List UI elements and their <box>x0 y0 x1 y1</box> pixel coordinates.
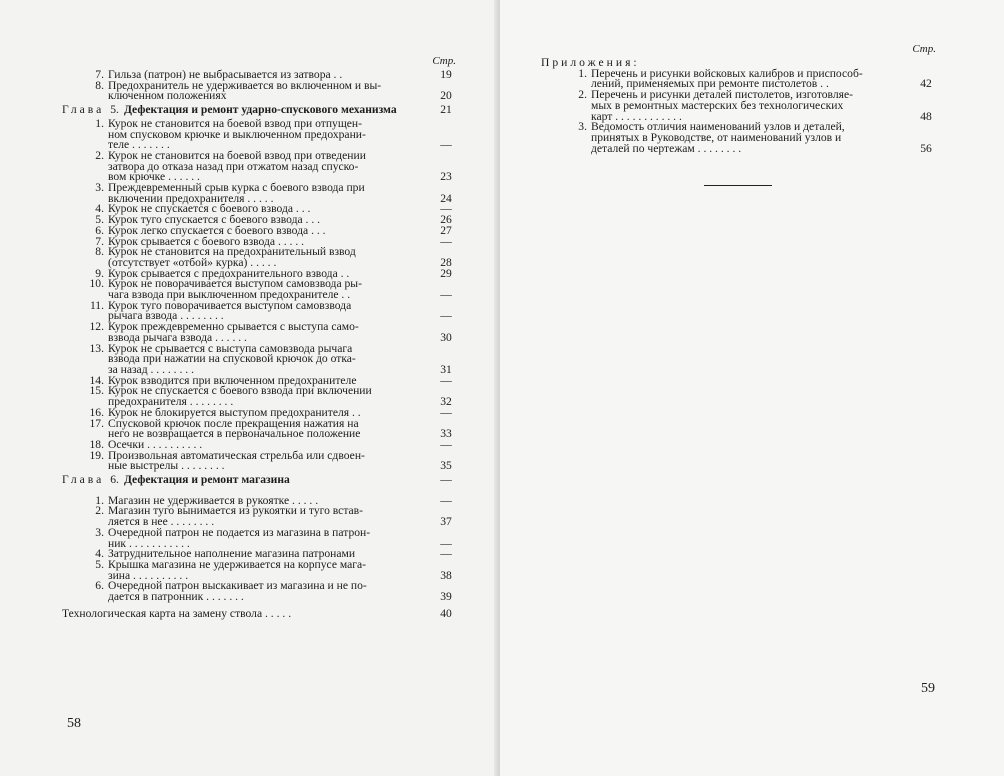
item-number: 4. <box>95 202 104 216</box>
item-number: 8. <box>95 245 104 259</box>
item-page: 19 <box>440 68 452 81</box>
left-top-entries <box>62 70 458 102</box>
item-text-line: Спусковой крючок после прекращения нажатия на <box>108 416 359 430</box>
item-number: 11. <box>89 298 104 312</box>
item-number: 12. <box>89 320 104 334</box>
item-page: — <box>440 373 452 387</box>
appendix-title: Приложения: <box>541 56 640 69</box>
item-text-line: Очередной патрон выскакивает из магазина и не по- <box>108 579 367 593</box>
item-text-line: Предохранитель не удерживается во включенном и вы- <box>108 78 382 92</box>
item-number: 5. <box>95 213 104 227</box>
item-text-line: дается в патронник . . . . . . . <box>108 590 244 604</box>
item-text-line: Магазин не удерживается в рукоятке . . . . . <box>108 493 319 507</box>
item-number: 7. <box>95 234 104 248</box>
item-text-line: вом крючке . . . . . . <box>108 170 200 184</box>
item-text <box>108 116 430 152</box>
item-page: — <box>440 138 452 152</box>
chapter-5-items <box>62 116 458 473</box>
left-page <box>0 0 500 776</box>
item-text-line: зина . . . . . . . . . . <box>108 568 189 582</box>
item-page: — <box>440 202 452 216</box>
chapter-page: — <box>440 473 452 487</box>
chapter-6-item <box>62 506 458 527</box>
item-text-line: рычага взвода . . . . . . . . <box>108 309 224 323</box>
item-text-line: Курок взводится при включенном предохранителе <box>108 373 357 387</box>
item-text-line: Курок не срывается с выступа самовзвода рычага <box>108 341 353 355</box>
item-number: 16. <box>89 405 104 419</box>
item-text-line: Курок не поворачивается выступом самовзвода ры- <box>108 277 362 291</box>
item-page: — <box>440 536 452 550</box>
item-text-line: Гильза (патрон) не выбрасывается из затвора . . <box>108 68 343 81</box>
item-text-line: Курок не спускается с боевого взвода при включении <box>108 384 372 398</box>
item-page: — <box>440 405 452 419</box>
item-number: 2. <box>95 148 104 162</box>
item-number: 7. <box>95 68 104 81</box>
chapter-5-heading <box>62 105 458 116</box>
item-text <box>108 279 430 300</box>
item-text-line: него не возвращается в первоначальное положение <box>108 427 361 441</box>
item-text-line: Курок туго спускается с боевого взвода . . . <box>108 213 321 227</box>
item-page: 48 <box>920 109 932 123</box>
item-text <box>108 183 430 204</box>
item-text <box>108 247 430 268</box>
item-text-line: Перечень и рисунки деталей пистолетов, изготовляе- <box>591 88 853 102</box>
tech-card-entry <box>62 606 458 620</box>
item-text-line: Преждевременный срыв курка с боевого взвода при <box>108 181 365 195</box>
item-text-line: ник . . . . . . . . . . . <box>108 536 190 550</box>
contents-item <box>62 78 458 103</box>
item-text-line: теле . . . . . . . <box>108 138 170 152</box>
item-page: 33 <box>440 427 452 441</box>
page-column-label-right: Стр. <box>912 43 936 55</box>
item-text-line: чага взвода при выключенном предохранителе . . <box>108 288 351 302</box>
chapter-number: 6. <box>110 473 119 487</box>
chapter-5-item <box>62 148 458 184</box>
item-page: 35 <box>440 459 452 473</box>
tech-card-text: Технологическая карта на замену ствола . . . . . <box>62 606 292 620</box>
item-text-line: Курок не спускается с боевого взвода . . . <box>108 202 311 216</box>
item-text-line: затвора до отказа назад при отжатом назад спуско- <box>108 159 359 173</box>
item-page: 38 <box>440 568 452 582</box>
chapter-5-item <box>62 247 458 268</box>
right-contents-column <box>541 44 938 154</box>
chapter-label: Глава <box>62 103 105 117</box>
item-page: 26 <box>440 213 452 227</box>
item-page: 24 <box>440 191 452 205</box>
item-page: 20 <box>440 89 452 103</box>
item-number: 14. <box>89 373 104 387</box>
chapter-5-item <box>62 448 458 473</box>
item-number: 1. <box>95 493 104 507</box>
chapter-label: Глава <box>62 473 105 487</box>
item-number: 3. <box>95 181 104 195</box>
item-text <box>108 78 430 103</box>
item-text <box>108 448 430 473</box>
item-text-line: ном спусковом крючке и выключенном предохрани- <box>108 127 366 141</box>
item-text-line: Затруднительное наполнение магазина патронами <box>108 547 356 561</box>
item-page: 29 <box>440 266 452 280</box>
item-text <box>108 506 430 527</box>
item-text <box>108 525 430 550</box>
item-text-line: Курок легко спускается с боевого взвода . . . <box>108 223 326 237</box>
chapter-6-items <box>62 493 458 604</box>
item-text-line: ляется в нее . . . . . . . . <box>108 515 215 529</box>
item-text-line: Крышка магазина не удерживается на корпусе мага- <box>108 557 367 571</box>
item-number: 8. <box>95 78 104 92</box>
item-page: 37 <box>440 515 452 529</box>
item-page: — <box>440 288 452 302</box>
item-text-line: Осечки . . . . . . . . . . <box>108 437 203 451</box>
item-number: 18. <box>89 437 104 451</box>
item-page: 31 <box>440 362 452 376</box>
item-text-line: Курок не становится на боевой взвод при отпущен- <box>108 116 362 130</box>
item-text-line: Магазин туго вынимается из рукоятки и туго встав- <box>108 504 364 518</box>
item-text-line: Курок срывается с предохранительного взвода . . <box>108 266 350 280</box>
appendix-item <box>541 66 938 91</box>
chapter6-line <box>62 475 458 486</box>
item-text-line: мых в ремонтных мастерских без технологических <box>591 98 844 112</box>
item-number: 3. <box>578 120 587 134</box>
item-number: 2. <box>95 504 104 518</box>
item-text-line: Курок преждевременно срывается с выступа само- <box>108 320 359 334</box>
right-page <box>500 0 1004 776</box>
item-text <box>108 341 430 376</box>
item-text-line: (отсутствует «отбой» курка) . . . . . <box>108 255 277 269</box>
tech-card-line <box>62 606 458 620</box>
item-text <box>108 386 430 407</box>
item-page: 30 <box>440 330 452 344</box>
chapter-5-item <box>62 386 458 407</box>
tech-card-page: 40 <box>440 606 452 620</box>
chapter-title: Дефектация и ремонт магазина <box>123 473 290 487</box>
item-number: 6. <box>95 579 104 593</box>
chapter-5-item <box>62 322 458 343</box>
chapter-6-heading <box>62 475 458 486</box>
item-text <box>591 66 903 91</box>
item-text-line: принятых в Руководстве, от наименований узлов и <box>591 130 842 144</box>
chapter-6-item <box>62 581 458 602</box>
appendix-item <box>541 122 938 154</box>
page-column-label: Стр. <box>432 55 456 67</box>
chapter-5-item <box>62 116 458 152</box>
page-number-left: 58 <box>67 716 81 731</box>
chapter-title: Дефектация и ремонт ударно-спускового механизма <box>123 103 397 117</box>
item-number: 13. <box>89 341 104 355</box>
item-number: 19. <box>89 448 104 462</box>
item-number: 9. <box>95 266 104 280</box>
chapter5-line <box>62 105 458 116</box>
item-text-line: Произвольная автоматическая стрельба или сдвоен- <box>108 448 365 462</box>
item-page: 39 <box>440 590 452 604</box>
item-number: 3. <box>95 525 104 539</box>
item-page: — <box>440 437 452 451</box>
item-text-line: взвода при нажатии на спусковой крючок до отка- <box>108 352 356 366</box>
item-text <box>591 122 903 154</box>
item-page: 42 <box>920 77 932 91</box>
page-number-right: 59 <box>921 681 935 696</box>
chapter-5-item <box>62 298 458 323</box>
item-number: 1. <box>95 116 104 130</box>
item-text-line: карт . . . . . . . . . . . . <box>591 109 682 123</box>
item-number: 4. <box>95 547 104 561</box>
item-page: — <box>440 547 452 561</box>
item-text-line: деталей по чертежам . . . . . . . . <box>591 141 742 155</box>
item-page: — <box>440 493 452 507</box>
item-text-line: Курок не становится на предохранительный взвод <box>108 245 356 259</box>
item-page: 56 <box>920 141 932 155</box>
item-text-line: Курок туго поворачивается выступом самовзвода <box>108 298 352 312</box>
item-text <box>108 298 430 323</box>
item-text-line: включении предохранителя . . . . . <box>108 191 274 205</box>
item-text-line: за назад . . . . . . . . <box>108 362 194 376</box>
chapter-number: 5. <box>110 103 119 117</box>
chapter-5-item <box>62 341 458 376</box>
item-text <box>108 416 430 441</box>
chapter-6-item <box>62 525 458 550</box>
item-text-line: взвода рычага взвода . . . . . . <box>108 330 247 344</box>
item-text-line: Курок срывается с боевого взвода . . . . . <box>108 234 305 248</box>
item-number: 15. <box>89 384 104 398</box>
item-text-line: ключенном положениях <box>108 89 227 103</box>
appendix-item <box>541 90 938 122</box>
item-page: 32 <box>440 395 452 409</box>
item-number: 17. <box>89 416 104 430</box>
item-text-line: Курок не блокируется выступом предохранителя . . <box>108 405 361 419</box>
left-contents-column <box>62 56 458 619</box>
chapter-5-item <box>62 416 458 441</box>
item-text-line: Ведомость отличия наименований узлов и деталей, <box>591 120 845 134</box>
item-page: — <box>440 309 452 323</box>
item-text <box>108 148 430 184</box>
chapter-page: 21 <box>440 103 452 117</box>
item-text <box>591 90 903 122</box>
chapter-5-item <box>62 183 458 204</box>
appendix-items <box>541 66 938 155</box>
item-text-line: лений, применяемых при ремонте пистолетов . . <box>591 77 829 91</box>
item-text-line: предохранителя . . . . . . . . <box>108 395 234 409</box>
item-text <box>108 581 430 602</box>
item-text-line: Очередной патрон не подается из магазина в патрон- <box>108 525 371 539</box>
item-page: 23 <box>440 170 452 184</box>
chapter-6-item <box>62 557 458 582</box>
end-rule <box>704 185 772 186</box>
item-text <box>108 557 430 582</box>
item-number: 6. <box>95 223 104 237</box>
item-text <box>108 322 430 343</box>
item-number: 5. <box>95 557 104 571</box>
item-number: 2. <box>578 88 587 102</box>
item-page: — <box>440 234 452 248</box>
item-number: 1. <box>578 66 587 80</box>
item-text-line: Курок не становится на боевой взвод при отведении <box>108 148 366 162</box>
item-number: 10. <box>89 277 104 291</box>
item-page: 28 <box>440 255 452 269</box>
item-text-line: Перечень и рисунки войсковых калибров и приспособ- <box>591 66 863 80</box>
chapter-5-item <box>62 279 458 300</box>
item-text-line: ные выстрелы . . . . . . . . <box>108 459 225 473</box>
item-page: 27 <box>440 223 452 237</box>
